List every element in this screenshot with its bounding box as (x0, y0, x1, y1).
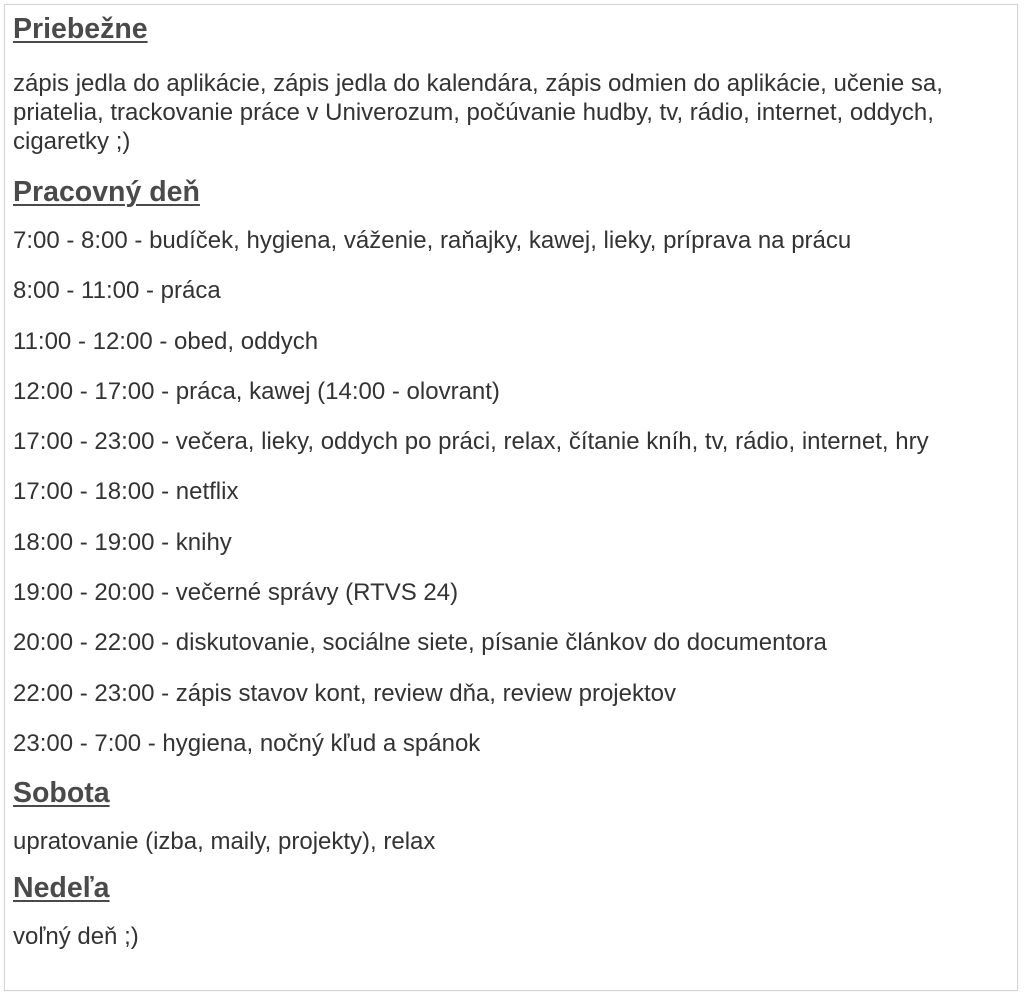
schedule-item: 20:00 - 22:00 - diskutovanie, sociálne siete, písanie článkov do documentora (13, 629, 827, 657)
schedule-item: 19:00 - 20:00 - večerné správy (RTVS 24) (13, 579, 459, 607)
schedule-item: 12:00 - 17:00 - práca, kawej (14:00 - olovrant) (13, 377, 500, 405)
workday-schedule (13, 226, 1017, 758)
schedule-item: 23:00 - 7:00 - hygiena, nočný kľud a spánok (13, 729, 481, 757)
nedela-text: voľný deň ;) (13, 923, 139, 951)
schedule-item: 17:00 - 18:00 - netflix (13, 478, 239, 506)
heading-priebezne: Priebežne (13, 13, 148, 45)
heading-pracovny-den: Pracovný deň (13, 176, 200, 208)
schedule-item: 17:00 - 23:00 - večera, lieky, oddych po práci, relax, čítanie kníh, tv, rádio, internet, hry (13, 428, 929, 456)
schedule-item: 7:00 - 8:00 - budíček, hygiena, váženie, raňajky, kawej, lieky, príprava na prácu (13, 227, 852, 254)
heading-nedela: Nedeľa (13, 872, 110, 905)
schedule-item: 22:00 - 23:00 - zápis stavov kont, review dňa, review projektov (13, 679, 676, 707)
schedule-item: 11:00 - 12:00 - obed, oddych (13, 327, 319, 355)
priebezne-text: zápis jedla do aplikácie, zápis jedla do kalendára, zápis odmien do aplikácie, učenie sa, priatelia, trackovanie práce v Univerozum, počúvanie hudby, tv, rádio, internet, oddych, cigaretky ;) (13, 70, 943, 155)
schedule-item: 8:00 - 11:00 - práca (13, 277, 221, 305)
document-content (13, 11, 1017, 951)
heading-sobota: Sobota (13, 777, 110, 810)
sobota-text: upratovanie (izba, maily, projekty), relax (13, 828, 436, 856)
schedule-item: 18:00 - 19:00 - knihy (13, 528, 232, 556)
document-frame (4, 4, 1018, 991)
